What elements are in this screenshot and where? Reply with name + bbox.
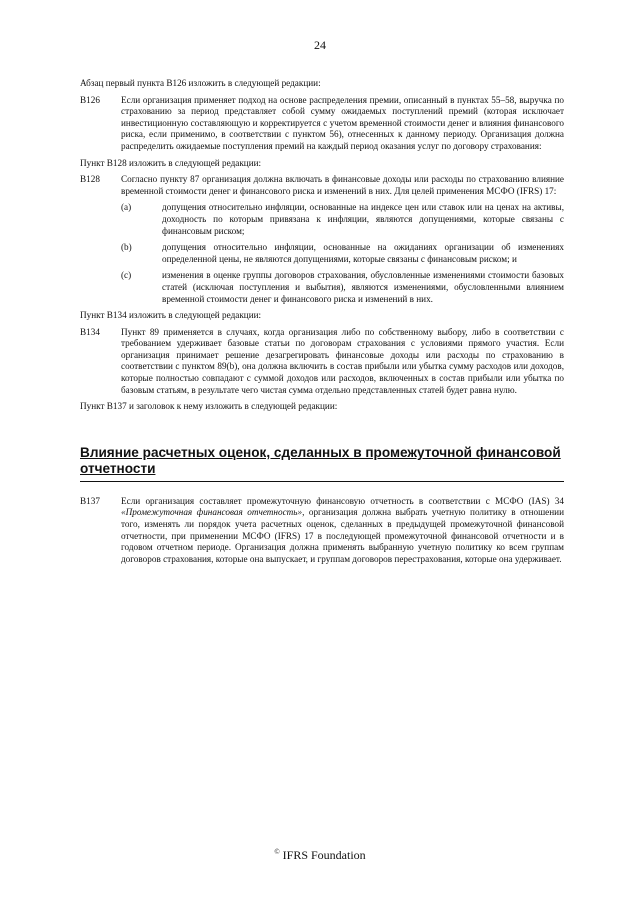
page-number: 24 (314, 38, 326, 52)
paragraph-text: Согласно пункту 87 организация должна включать в финансовые доходы или расходы по страхованию влияние временной стоимости денег и финансового риска и изменений в них. Для целей применения МСФО (IFRS) 17: (121, 174, 564, 196)
paragraph-id: В137 (80, 495, 100, 506)
paragraph-b134 (80, 327, 564, 397)
instruction-b126: Абзац первый пункта В126 изложить в следующей редакции: (80, 78, 321, 88)
subitem-c (121, 270, 564, 305)
section-heading: Влияние расчетных оценок, сделанных в промежуточной финансовой отчетности (80, 444, 561, 476)
paragraph-b126 (80, 95, 564, 153)
paragraph-b137 (80, 496, 564, 566)
subitem-id: (a) (121, 202, 132, 213)
instruction-b134: Пункт В134 изложить в следующей редакции: (80, 310, 262, 321)
heading-divider (80, 481, 564, 482)
standard-title: «Промежуточная финансовая отчетность» (121, 507, 303, 518)
paragraph-text: Пункт 89 применяется в случаях, когда организация либо по собственному выбору, либо в соответствии с требованием удерживает базовые статьи по договорам страхования с условиями прямого участия. Если организация принимает решение дезагрегировать финансовые доходы или расходы по страхованию в соответствии с пунктом 89(b), она должна включить в состав прибыли или убытка сумму расходов или доходов, которые полностью совпадают с суммой доходов или расходов, включенных в состав прибыли или убытка по базовым статьям, в результате чего чистая сумма отдельно представленных статей будет равна нулю. (121, 326, 564, 395)
subitem-id: (c) (121, 270, 132, 281)
subitem-text: допущения относительно инфляции, основанные на ожиданиях организации об изменениях определенной цены, не являются допущениями, которые связаны с финансовым риском; и (162, 242, 564, 264)
subitem-b (121, 242, 564, 265)
paragraph-id: В126 (80, 94, 100, 105)
instruction-b137: Пункт В137 и заголовок к нему изложить в следующей редакции: (80, 401, 338, 412)
text-segment: Если организация составляет промежуточную финансовую отчетность в соответствии с МСФО (IAS) 34 (121, 495, 564, 506)
subitem-text: изменения в оценке группы договоров страхования, обусловленные изменениями стоимости базовых статей (исключая поступления и выбытия), являются изменениями, обусловленными влиянием временной стоимости денег и финансового риска и изменений в них. (162, 270, 564, 304)
copyright-icon: © (274, 848, 280, 856)
document-body (80, 78, 564, 570)
instruction-b128: Пункт В128 изложить в следующей редакции: (80, 157, 262, 168)
footer-text: IFRS Foundation (282, 848, 366, 862)
paragraph-id: В128 (80, 174, 100, 185)
footer (0, 848, 640, 863)
subitem-id: (b) (121, 242, 132, 253)
subitem-text: допущения относительно инфляции, основанные на индексе цен или ставок или на ценах на активы, доходность по которым привязана к инфляции, являются допущениями, которые связаны с финансовым риском; (162, 202, 564, 236)
paragraph-id: В134 (80, 326, 100, 337)
subitem-a (121, 202, 564, 237)
text-segment: , организация должна выбрать учетную политику в отношении того, изменять ли порядок учета расчетных оценок, сделанных в предыдущей промежуточной финансовой отчетности, при применении МСФО (IFRS) 17 в последующей промежуточной финансовой отчетности и в годовом отчетном периоде. Организация должна применять выбранную учетную политику ко всем группам договоров страхования, которые она выпускает, и группам договоров перестрахования, которые она удерживает. (121, 507, 564, 564)
paragraph-text (121, 496, 564, 566)
paragraph-b128 (80, 174, 564, 197)
paragraph-text: Если организация применяет подход на основе распределения премии, описанный в пунктах 55–58, выручка по страхованию за период представляет собой сумму ожидаемых поступлений премий (которая исключает инвестиционную составляющую и корректируется с учетом временной стоимости денег и влияния финансового риска, если применимо, в соответствии с пунктом 56), отнесенных к данному периоду. Организация должна распределить ожидаемые поступления премий на каждый период оказания услуг по договору страхования: (121, 94, 564, 151)
